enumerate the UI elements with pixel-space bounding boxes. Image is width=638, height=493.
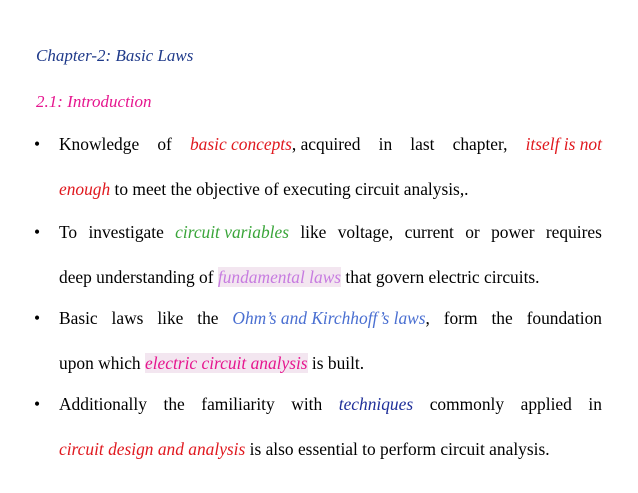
text: the: [197, 308, 219, 328]
text: voltage,: [337, 222, 394, 242]
bullet-dot: •: [34, 394, 41, 414]
chapter-title: Chapter-2: Basic Laws: [36, 46, 194, 65]
text: is built.: [307, 353, 365, 373]
text: chapter,: [452, 134, 508, 154]
text: Knowledge: [59, 134, 140, 154]
bullet-dot: •: [34, 308, 41, 328]
text: applied: [520, 394, 572, 414]
text: deep understanding of: [59, 267, 218, 287]
bullet-1-line-2: [59, 179, 602, 199]
text: like: [157, 308, 184, 328]
bullet-3-line-1: [59, 308, 602, 328]
text: foundation: [526, 308, 602, 328]
bullet-2-line-1: [59, 222, 602, 242]
text: current: [404, 222, 454, 242]
text: last: [410, 134, 435, 154]
text: investigate: [88, 222, 164, 242]
text: commonly: [429, 394, 505, 414]
text: of: [157, 134, 172, 154]
emphasis-text: circuit variables: [175, 222, 289, 242]
text: , acquired: [291, 134, 361, 154]
text: power: [491, 222, 535, 242]
text: To: [59, 222, 78, 242]
emphasis-text: techniques: [338, 394, 414, 414]
text: to meet the objective of executing circuit analysis,.: [110, 179, 469, 199]
bullet-dot: •: [34, 222, 41, 242]
emphasis-text: basic concepts: [189, 134, 292, 154]
bullet-1-line-1: [59, 134, 602, 154]
emphasis-text: fundamental laws: [217, 267, 342, 287]
text: form: [443, 308, 478, 328]
text-group: [232, 308, 429, 328]
emphasis-text: itself is not: [525, 134, 602, 154]
bullet-4-line-2: [59, 439, 602, 459]
text: Additionally: [59, 394, 147, 414]
bullet-4-line-1: [59, 394, 602, 414]
text: requires: [545, 222, 602, 242]
text: in: [588, 394, 602, 414]
bullet-dot: •: [34, 134, 41, 154]
emphasis-text: enough: [59, 179, 111, 199]
text: upon which: [59, 353, 145, 373]
text: the: [491, 308, 513, 328]
bullet-3-line-2: [59, 353, 602, 373]
text: in: [378, 134, 393, 154]
text: or: [465, 222, 480, 242]
bullet-2-line-2: [59, 267, 602, 287]
text: like: [300, 222, 327, 242]
text: laws: [111, 308, 144, 328]
text: is also essential to perform circuit analysis.: [245, 439, 550, 459]
emphasis-text: circuit design and analysis: [59, 439, 246, 459]
section-title: 2.1: Introduction: [36, 92, 152, 111]
text: familiarity: [201, 394, 275, 414]
text: the: [163, 394, 185, 414]
emphasis-text: electric circuit analysis: [144, 353, 308, 373]
text-group: [190, 134, 360, 154]
text: that govern electric circuits.: [341, 267, 540, 287]
text: ,: [425, 308, 430, 328]
text: with: [291, 394, 323, 414]
emphasis-text: Ohm’s and Kirchhoff’s laws: [232, 308, 426, 328]
text: Basic: [59, 308, 98, 328]
